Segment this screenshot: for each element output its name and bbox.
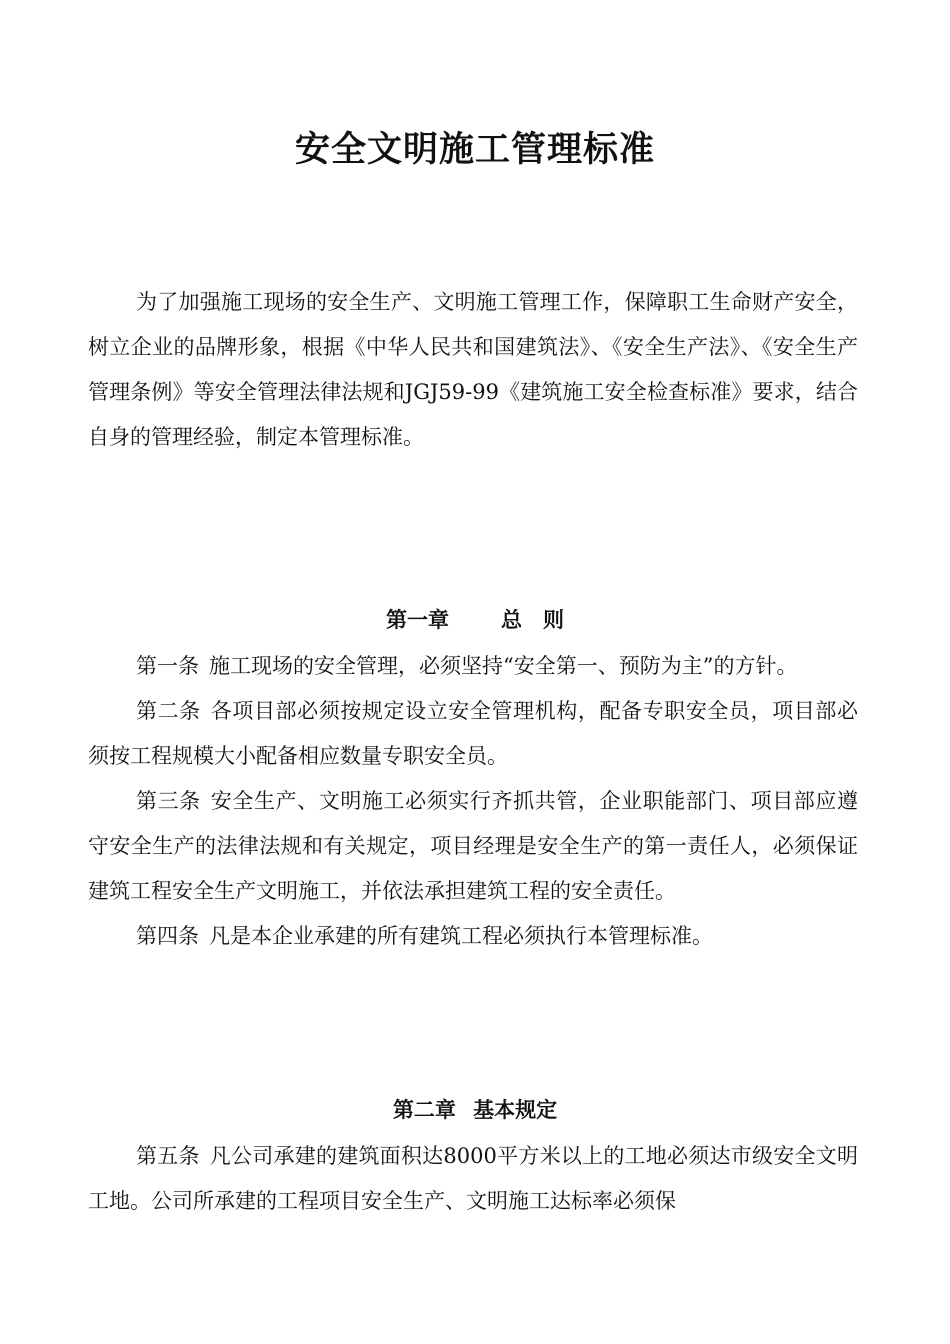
- article-text: 凡是本企业承建的所有建筑工程必须执行本管理标准。: [209, 924, 713, 948]
- article-text: 凡公司承建的建筑面积达8000平方米以上的工地必须达市级安全文明工地。公司所承建的工程项目安全生产、文明施工达标率必须保: [88, 1144, 858, 1213]
- chapter-number: 第二章: [392, 1097, 456, 1122]
- article-text: 安全生产、文明施工必须实行齐抓共管，企业职能部门、项目部应遵守安全生产的法律法规和有关规定，项目经理是安全生产的第一责任人，必须保证建筑工程安全生产文明施工，并依法承担建筑工程的安全责任。: [88, 789, 858, 903]
- chapter-2-heading: [0, 1090, 950, 1130]
- article-label: 第二条: [136, 699, 201, 723]
- article-text: 施工现场的安全管理，必须坚持“安全第一、预防为主”的方针。: [209, 654, 798, 678]
- article-text: 各项目部必须按规定设立安全管理机构，配备专职安全员，项目部必须按工程规模大小配备相应数量专职安全员。: [88, 699, 858, 768]
- intro-paragraph: 为了加强施工现场的安全生产、文明施工管理工作，保障职工生命财产安全，树立企业的品牌形象，根据《中华人民共和国建筑法》、《安全生产法》、《安全生产管理条例》等安全管理法律法规和JGJ59-99《建筑施工安全检查标准》要求，结合自身的管理经验，制定本管理标准。: [88, 290, 858, 449]
- article-label: 第三条: [136, 789, 201, 813]
- chapter-1-articles: [88, 644, 858, 959]
- document-title: 安全文明施工管理标准: [294, 129, 655, 170]
- article-2: [88, 689, 858, 779]
- article-label: 第一条: [136, 654, 199, 678]
- article-1: [88, 644, 858, 689]
- chapter-title: 总 则: [501, 607, 564, 632]
- chapter-2-articles: [88, 1134, 858, 1224]
- chapter-1-heading: [0, 600, 950, 640]
- article-label: 第四条: [136, 924, 199, 948]
- article-4: [88, 914, 858, 959]
- chapter-number: 第一章: [386, 607, 449, 632]
- chapter-title: 基本规定: [473, 1097, 558, 1122]
- article-5: [88, 1134, 858, 1224]
- article-label: 第五条: [136, 1144, 200, 1168]
- article-3: [88, 779, 858, 914]
